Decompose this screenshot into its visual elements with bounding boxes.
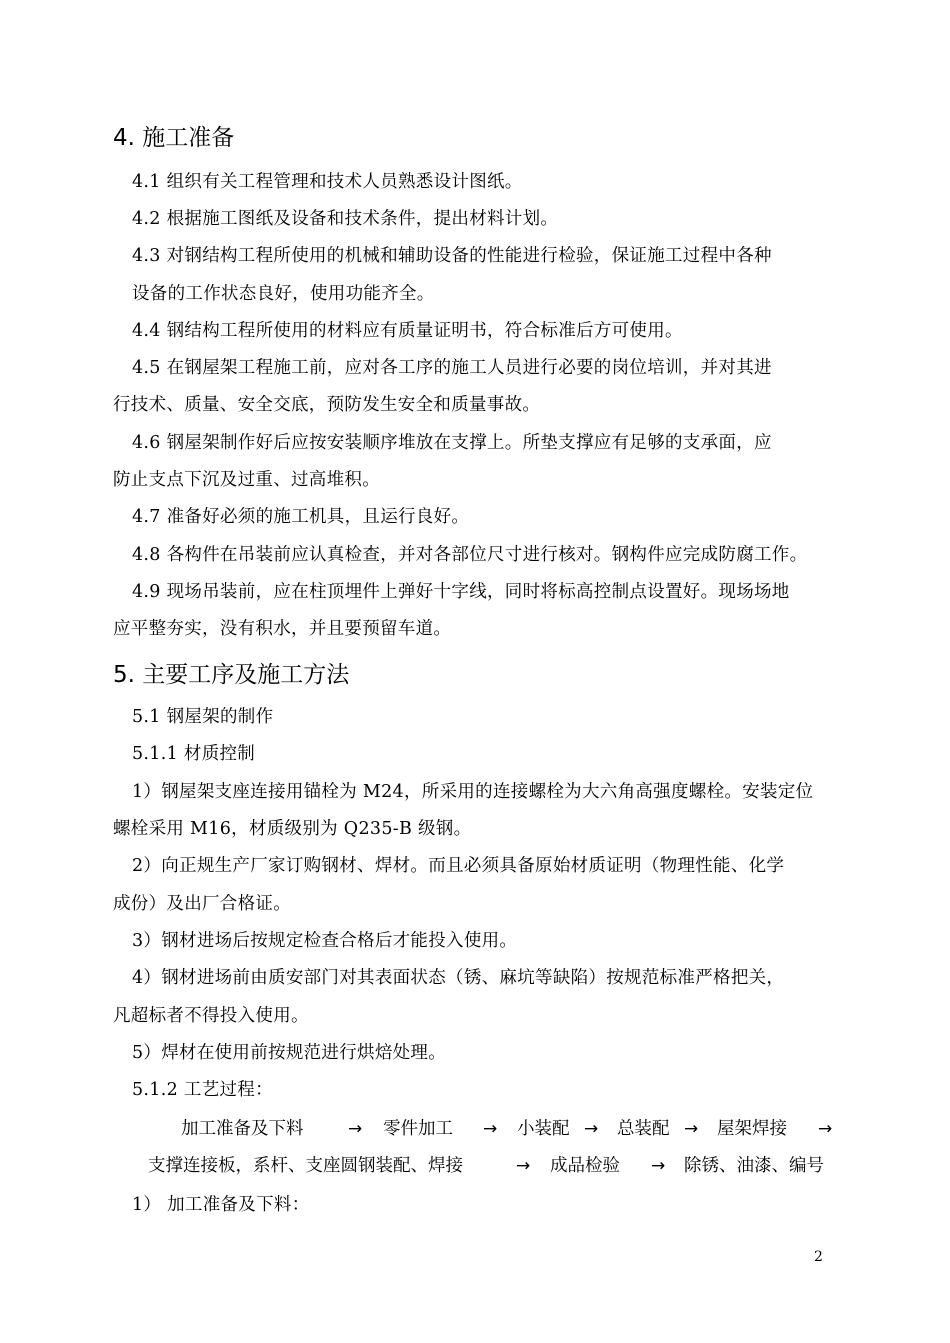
flow-step: 除锈、油漆、编号 [684,1156,824,1176]
subsection-title: 5.1.2 工艺过程： [132,1080,273,1100]
paragraph-line: 4.7 准备好必须的施工机具，且运行良好。 [132,507,470,527]
flow-step: 小装配 [517,1119,570,1139]
page-number: 2 [814,1249,823,1265]
paragraph-line: 3）钢材进场后按规定检查合格后才能投入使用。 [132,931,518,951]
paragraph-line: 4.4 钢结构工程所使用的材料应有质量证明书，符合标准后方可使用。 [132,321,683,341]
paragraph-line: 设备的工作状态良好，使用功能齐全。 [132,284,435,304]
paragraph-line: 4.8 各构件在吊装前应认真检查，并对各部位尺寸进行核对。钢构件应完成防腐工作。 [132,545,808,565]
section-5-heading: 5. 主要工序及施工方法 [113,662,350,688]
paragraph-line: 4）钢材进场前由质安部门对其表面状态（锈、麻坑等缺陷）按规范标准严格把关， [132,968,785,988]
paragraph-line: 螺栓采用 M16，材质级别为 Q235-B 级钢。 [113,819,472,839]
paragraph-line: 防止支点下沉及过重、过高堆积。 [113,470,380,490]
arrow-icon: → [651,1156,666,1176]
arrow-icon: → [584,1119,599,1139]
section-4-heading: 4. 施工准备 [113,125,235,151]
paragraph-line: 4.6 钢屋架制作好后应按安装顺序堆放在支撑上。所垫支撑应有足够的支承面，应 [132,433,772,453]
paragraph-line: 4.5 在钢屋架工程施工前，应对各工序的施工人员进行必要的岗位培训，并对其进 [132,358,772,378]
subsection-title: 5.1 钢屋架的制作 [132,707,274,727]
paragraph-line: 5）焊材在使用前按规范进行烘焙处理。 [132,1043,447,1063]
paragraph-line: 4.1 组织有关工程管理和技术人员熟悉设计图纸。 [132,172,523,192]
flow-step: 总装配 [617,1119,670,1139]
arrow-icon: → [348,1119,363,1139]
paragraph-line: 4.9 现场吊装前，应在柱顶埋件上弹好十字线，同时将标高控制点设置好。现场场地 [132,582,790,602]
arrow-icon: → [684,1119,699,1139]
paragraph-line: 应平整夯实，没有积水，并且要预留车道。 [113,619,452,639]
paragraph-line: 4.3 对钢结构工程所使用的机械和辅助设备的性能进行检验，保证施工过程中各种 [132,246,772,266]
paragraph-line: 凡超标者不得投入使用。 [113,1006,309,1026]
paragraph-line: 1） 加工准备及下料： [132,1195,310,1215]
subsection-title: 5.1.1 材质控制 [132,744,256,764]
flow-step: 零件加工 [383,1119,453,1139]
flow-step: 加工准备及下料 [181,1119,304,1139]
flow-step: 支撑连接板，系杆、支座圆钢装配、焊接 [148,1156,463,1176]
paragraph-line: 行技术、质量、安全交底，预防发生安全和质量事故。 [113,395,541,415]
paragraph-line: 2）向正规生产厂家订购钢材、焊材。而且必须具备原始材质证明（物理性能、化学 [132,856,785,876]
paragraph-line: 1）钢屋架支座连接用锚栓为 M24，所采用的连接螺栓为大六角高强度螺栓。安装定位 [132,782,814,802]
arrow-icon: → [818,1119,833,1139]
paragraph-line: 4.2 根据施工图纸及设备和技术条件，提出材料计划。 [132,209,559,229]
arrow-icon: → [516,1156,531,1176]
flow-step: 成品检验 [550,1156,620,1176]
paragraph-line: 成份）及出厂合格证。 [113,894,291,914]
flow-step: 屋架焊接 [717,1119,787,1139]
arrow-icon: → [483,1119,498,1139]
